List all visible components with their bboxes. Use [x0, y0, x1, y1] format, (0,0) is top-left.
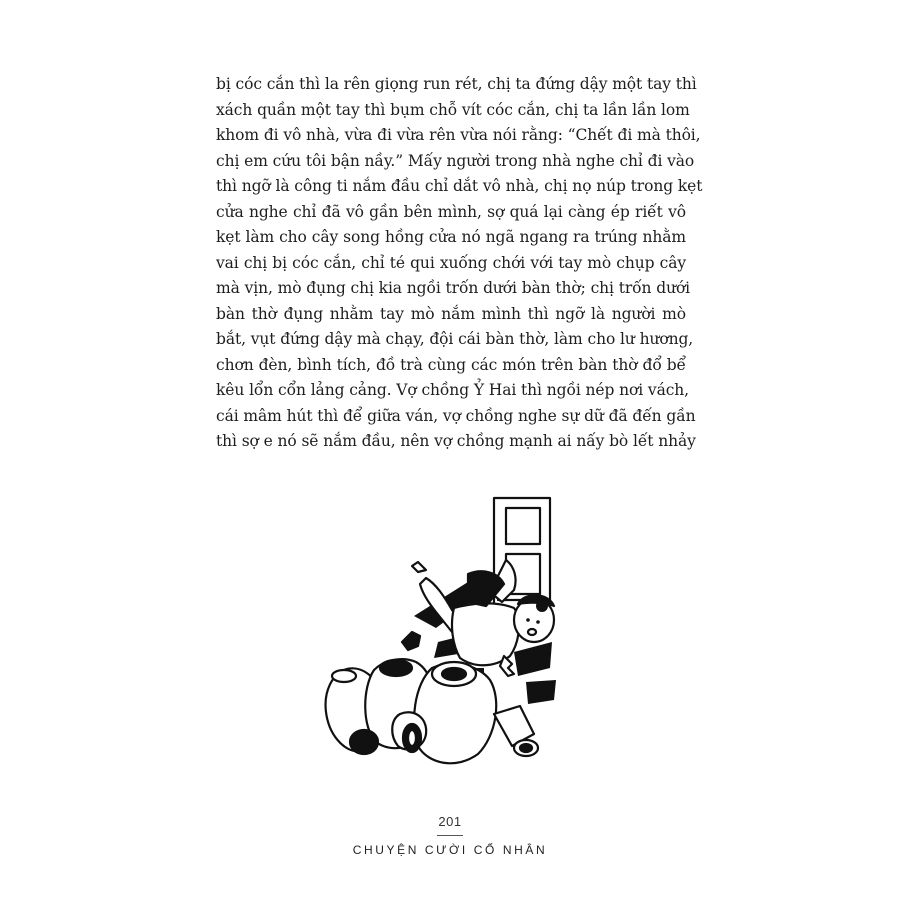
text-line: thì sợ e nó sẽ nắm đầu, nên vợ chồng mạnh ai nấy bò lết nhảy [216, 432, 696, 450]
text-line: mà vịn, mò đụng chị kia ngồi trốn dưới bàn thờ; chị trốn dưới [216, 279, 691, 297]
text-line: kêu lổn cổn lảng cảng. Vợ chồng Ỷ Hai thì ngồi nép nơi vách, [216, 381, 690, 399]
ink-illustration [318, 492, 578, 782]
text-line: kẹt làm cho cây song hồng cửa nó ngã ngang ra trúng nhằm [216, 228, 686, 246]
text-line: cửa nghe chỉ đã vô gần bên mình, sợ quá lại càng ép riết vô [216, 202, 686, 221]
text-line: chị em cứu tôi bận nầy.” Mấy người trong nhà nghe chỉ đi vào [216, 151, 695, 170]
text-line: thì ngỡ là công ti nắm đầu chỉ dắt vô nhà, chị nọ núp trong kẹt [216, 177, 703, 195]
running-footer-title: CHUYỆN CƯỜI CỔ NHÂN [352, 843, 548, 857]
text-line: bàn thờ đụng nhằm tay mò nắm mình thì ngỡ là người mò [216, 304, 686, 323]
text-line: bị cóc cắn thì la rên giọng run rét, chị ta đứng dậy một tay thì [216, 75, 697, 93]
text-line: chơn đèn, bình tích, đồ trà cùng các món trên bàn thờ đổ bể [216, 355, 686, 374]
page-number: 201 [438, 814, 462, 829]
body-text [216, 72, 703, 455]
text-line: bắt, vụt đứng dậy mà chạy, đội cái bàn thờ, làm cho lư hương, [216, 330, 694, 348]
text-line: cái mâm hút thì để giữa ván, vợ chồng nghe sự dữ đã đến gần [216, 406, 696, 425]
text-line: vai chị bị cóc cắn, chỉ té qui xuống chới với tay mò chụp cây [216, 253, 686, 272]
text-line: xách quần một tay thì bụm chỗ vít cóc cắn, chị ta lần lần lom [216, 100, 690, 119]
text-line: khom đi vô nhà, vừa đi vừa rên vừa nói rằng: “Chết đi mà thôi, [216, 126, 701, 144]
footer-divider [437, 835, 463, 836]
